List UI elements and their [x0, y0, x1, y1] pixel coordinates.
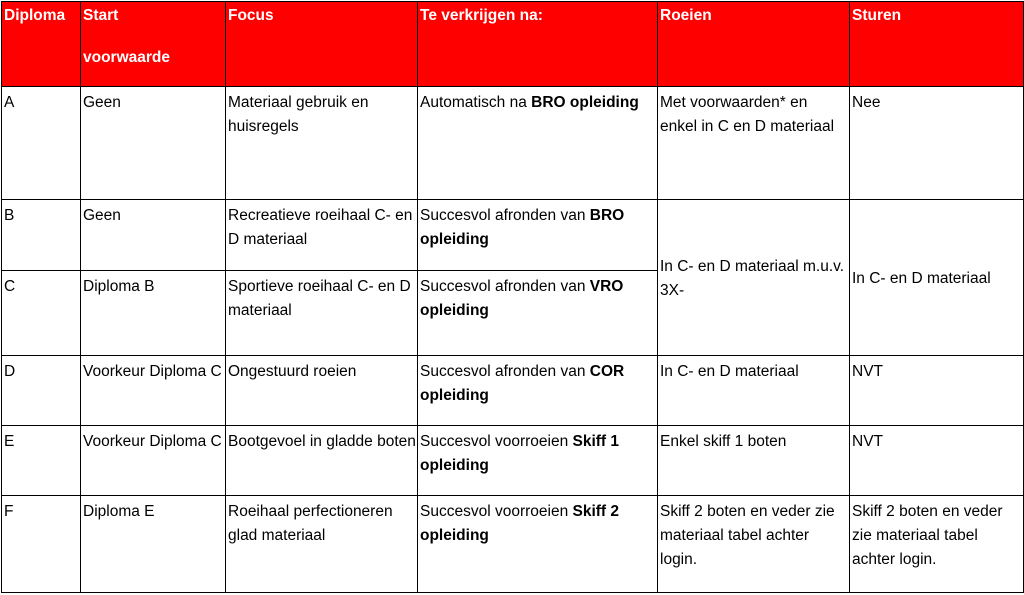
cell-focus: Roeihaal perfectioneren glad materiaal: [226, 496, 418, 593]
table-row-e: [2, 426, 1024, 496]
verkrijgen-bold: VRO opleiding: [420, 278, 624, 319]
cell-sturen: Nee: [850, 87, 1024, 200]
verkrijgen-bold: BRO opleiding: [531, 94, 639, 111]
table-row-d: [2, 356, 1024, 426]
verkrijgen-bold: Skiff 1 opleiding: [420, 433, 620, 474]
cell-diploma: F: [2, 496, 81, 593]
cell-sturen: NVT: [850, 426, 1024, 496]
header-roeien: Roeien: [658, 2, 850, 87]
header-focus: Focus: [226, 2, 418, 87]
cell-start: Geen: [81, 200, 226, 271]
cell-sturen-merged: In C- en D materiaal: [850, 200, 1024, 356]
cell-diploma: D: [2, 356, 81, 426]
cell-roeien-merged: In C- en D materiaal m.u.v. 3X-: [658, 200, 850, 356]
cell-roeien: In C- en D materiaal: [658, 356, 850, 426]
header-verkrijgen: Te verkrijgen na:: [418, 2, 658, 87]
cell-diploma: E: [2, 426, 81, 496]
cell-verkrijgen: [418, 200, 658, 271]
verkrijgen-prefix: Succesvol afronden van: [420, 363, 590, 380]
verkrijgen-prefix: Succesvol voorroeien: [420, 503, 573, 520]
cell-focus: Sportieve roeihaal C- en D materiaal: [226, 271, 418, 356]
cell-focus: Ongestuurd roeien: [226, 356, 418, 426]
cell-roeien: Met voorwaarden* en enkel in C en D materiaal: [658, 87, 850, 200]
cell-focus: Materiaal gebruik en huisregels: [226, 87, 418, 200]
cell-focus: Bootgevoel in gladde boten: [226, 426, 418, 496]
table-row-a: [2, 87, 1024, 200]
cell-start: Diploma E: [81, 496, 226, 593]
cell-roeien: Skiff 2 boten en veder zie materiaal tabel achter login.: [658, 496, 850, 593]
cell-start: Voorkeur Diploma C: [81, 356, 226, 426]
cell-verkrijgen: [418, 496, 658, 593]
verkrijgen-prefix: Succesvol afronden van: [420, 207, 590, 224]
header-start: [81, 2, 226, 87]
table-row-f: [2, 496, 1024, 593]
verkrijgen-prefix: Succesvol voorroeien: [420, 433, 573, 450]
verkrijgen-prefix: Succesvol afronden van: [420, 278, 590, 295]
cell-start: Diploma B: [81, 271, 226, 356]
cell-diploma: C: [2, 271, 81, 356]
cell-focus: Recreatieve roeihaal C- en D materiaal: [226, 200, 418, 271]
header-start-line2: voorwaarde: [83, 49, 171, 66]
header-start-line1: Start: [83, 7, 119, 24]
verkrijgen-prefix: Automatisch na: [420, 94, 532, 111]
table-row-b: [2, 200, 1024, 271]
verkrijgen-bold: BRO opleiding: [420, 207, 625, 248]
cell-diploma: A: [2, 87, 81, 200]
cell-start: Geen: [81, 87, 226, 200]
cell-sturen: Skiff 2 boten en veder zie materiaal tabel achter login.: [850, 496, 1024, 593]
verkrijgen-bold: COR opleiding: [420, 363, 625, 404]
header-diploma: Diploma: [2, 2, 81, 87]
cell-verkrijgen: [418, 356, 658, 426]
header-row: [2, 2, 1024, 87]
cell-start: Voorkeur Diploma C: [81, 426, 226, 496]
cell-diploma: B: [2, 200, 81, 271]
cell-verkrijgen: [418, 426, 658, 496]
cell-sturen: NVT: [850, 356, 1024, 426]
cell-verkrijgen: [418, 87, 658, 200]
diploma-table: [1, 1, 1024, 593]
verkrijgen-bold: Skiff 2 opleiding: [420, 503, 620, 544]
cell-verkrijgen: [418, 271, 658, 356]
header-sturen: Sturen: [850, 2, 1024, 87]
cell-roeien: Enkel skiff 1 boten: [658, 426, 850, 496]
